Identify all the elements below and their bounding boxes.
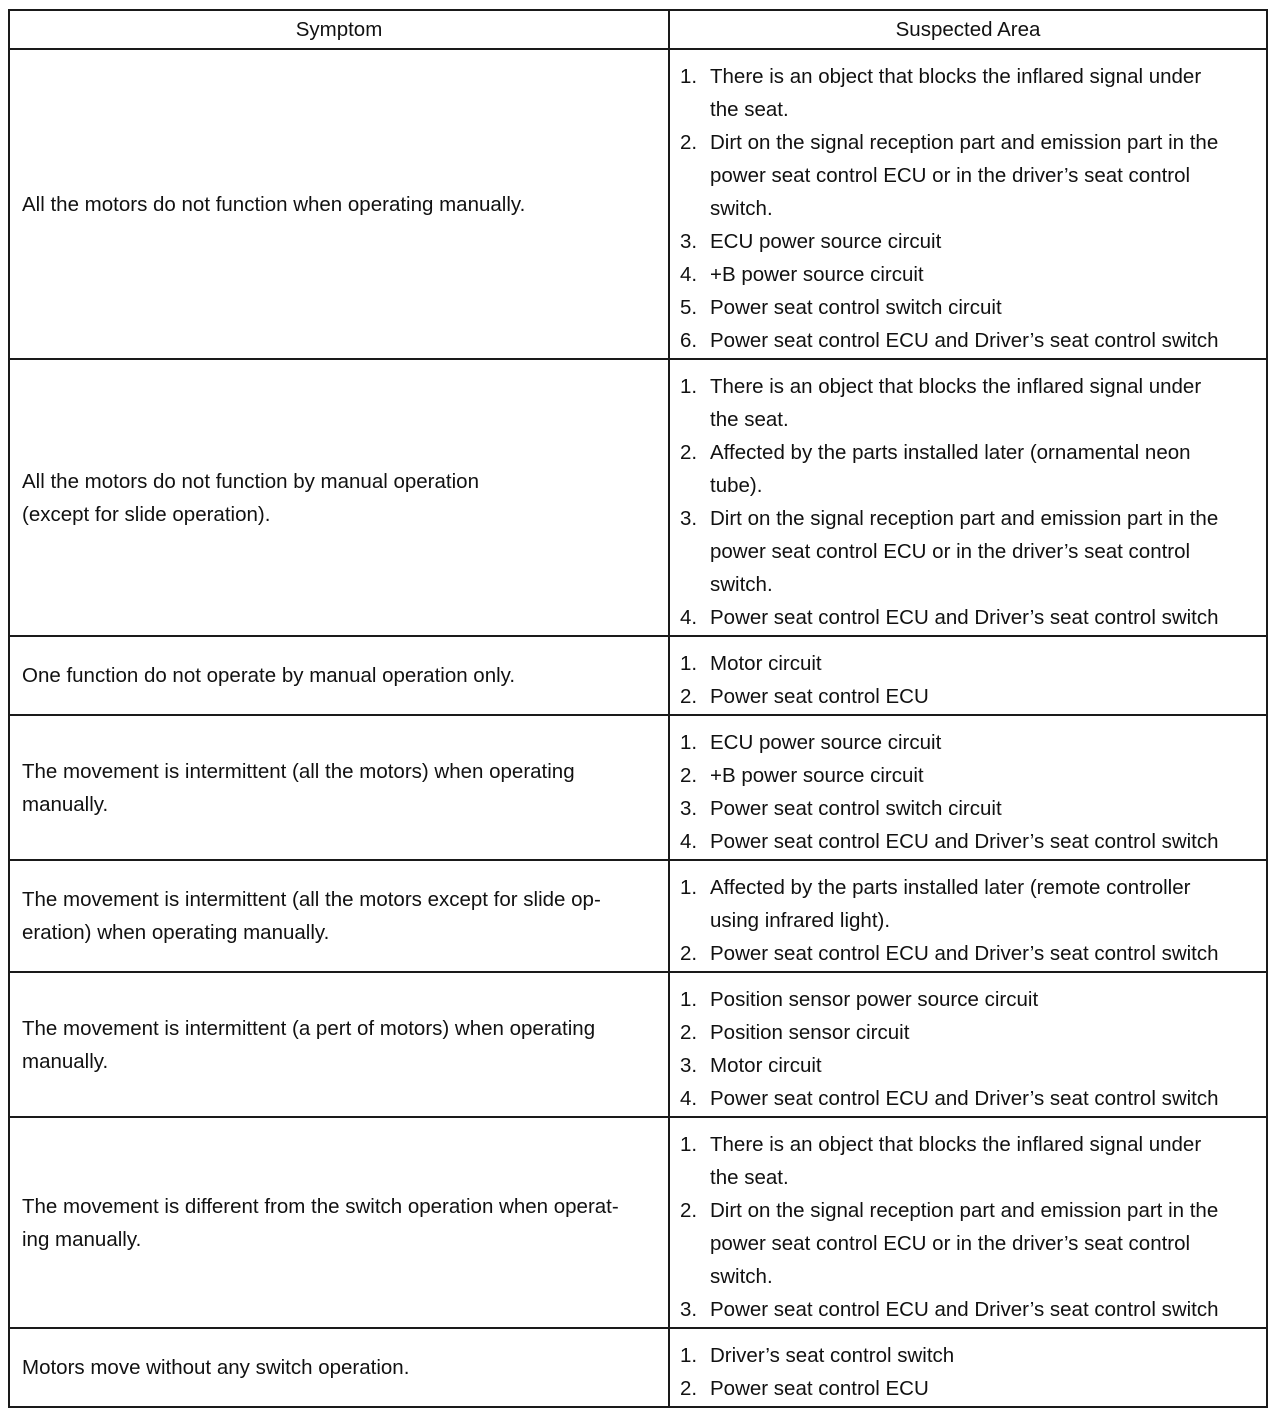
list-item-number: 4. <box>680 830 698 853</box>
list-item-number: 1. <box>680 1344 698 1367</box>
table-row <box>9 359 1267 636</box>
list-item-number: 1. <box>680 876 698 899</box>
list-item-text-line: There is an object that blocks the inflared signal under <box>710 65 1202 88</box>
list-item-text <box>710 1194 1258 1293</box>
symptom-cell <box>9 636 669 715</box>
suspected-area-list <box>680 60 1258 357</box>
table-row <box>9 972 1267 1117</box>
list-item-number: 2. <box>680 685 698 708</box>
symptom-cell <box>9 49 669 359</box>
suspected-area-list <box>680 647 1258 713</box>
list-item-text <box>710 436 1258 502</box>
list-item-text-line: Affected by the parts installed later (ornamental neon <box>710 441 1191 464</box>
symptom-cell <box>9 1328 669 1407</box>
list-item <box>680 937 1258 970</box>
suspected-area-cell <box>669 1117 1267 1328</box>
list-item-number: 4. <box>680 1087 698 1110</box>
table-row <box>9 636 1267 715</box>
list-item-number: 2. <box>680 1021 698 1044</box>
list-item-number: 4. <box>680 606 698 629</box>
list-item <box>680 370 1258 436</box>
suspected-area-list <box>680 726 1258 858</box>
symptom-text-line: manually. <box>22 792 109 816</box>
list-item-text-line: Dirt on the signal reception part and emission part in the <box>710 1199 1219 1222</box>
list-item <box>680 225 1258 258</box>
list-item-text <box>710 1339 1258 1372</box>
list-item-text-line: the seat. <box>710 98 789 121</box>
list-item-text <box>710 324 1258 357</box>
symptom-text-line: (except for slide operation). <box>22 502 271 526</box>
list-item-text <box>710 258 1258 291</box>
symptom-text-line: ing manually. <box>22 1227 142 1251</box>
list-item-text <box>710 291 1258 324</box>
list-item-number: 3. <box>680 1054 698 1077</box>
suspected-area-cell <box>669 49 1267 359</box>
table-row <box>9 1328 1267 1407</box>
list-item <box>680 60 1258 126</box>
list-item-text <box>710 1049 1258 1082</box>
list-item-text-line: switch. <box>710 573 773 596</box>
list-item <box>680 1293 1258 1326</box>
suspected-area-list <box>680 1128 1258 1326</box>
list-item-number: 2. <box>680 764 698 787</box>
list-item-text-line: Power seat control switch circuit <box>710 296 1002 319</box>
symptom-text-line: Motors move without any switch operation. <box>22 1356 410 1379</box>
table-row <box>9 860 1267 972</box>
list-item-text <box>710 726 1258 759</box>
table-row <box>9 1117 1267 1328</box>
list-item-number: 1. <box>680 988 698 1011</box>
list-item-text-line: power seat control ECU or in the driver’s seat control <box>710 1232 1191 1255</box>
symptom-text-line: manually. <box>22 1049 109 1073</box>
list-item-text <box>710 1128 1258 1194</box>
symptom-text-line: All the motors do not function by manual operation <box>22 469 479 493</box>
list-item-text <box>710 647 1258 680</box>
symptom-cell <box>9 972 669 1117</box>
list-item-number: 6. <box>680 329 698 352</box>
list-item-number: 1. <box>680 652 698 675</box>
list-item-text-line: Driver’s seat control switch <box>710 1344 955 1367</box>
list-item-number: 3. <box>680 1298 698 1321</box>
suspected-area-cell <box>669 359 1267 636</box>
list-item <box>680 1049 1258 1082</box>
list-item-text-line: power seat control ECU or in the driver’s seat control <box>710 540 1191 563</box>
list-item <box>680 324 1258 357</box>
list-item-number: 1. <box>680 1133 698 1156</box>
list-item <box>680 1194 1258 1293</box>
symptom-text-line: The movement is intermittent (a pert of motors) when operating <box>22 1016 596 1040</box>
table-row <box>9 49 1267 359</box>
symptom-text-line: The movement is intermittent (all the motors except for slide op- <box>22 888 601 911</box>
symptom-cell <box>9 860 669 972</box>
list-item-text <box>710 370 1258 436</box>
list-item-text-line: Dirt on the signal reception part and emission part in the <box>710 507 1219 530</box>
list-item-text <box>710 680 1258 713</box>
suspected-area-list <box>680 370 1258 634</box>
list-item-text-line: Motor circuit <box>710 1054 822 1077</box>
list-item-number: 2. <box>680 441 698 464</box>
list-item <box>680 680 1258 713</box>
list-item <box>680 726 1258 759</box>
list-item-number: 3. <box>680 507 698 530</box>
list-item-text-line: tube). <box>710 474 763 497</box>
list-item-number: 2. <box>680 131 698 154</box>
list-item-number: 5. <box>680 296 698 319</box>
suspected-area-list <box>680 1339 1258 1405</box>
list-item-text-line: Power seat control ECU <box>710 1377 929 1400</box>
list-item-text <box>710 601 1258 634</box>
table-body <box>9 49 1267 1407</box>
symptom-text-line: All the motors do not function when operating manually. <box>22 192 526 216</box>
list-item <box>680 436 1258 502</box>
list-item-text-line: using infrared light). <box>710 909 891 932</box>
symptom-cell <box>9 1117 669 1328</box>
list-item-number: 2. <box>680 942 698 965</box>
suspected-area-cell <box>669 972 1267 1117</box>
list-item-text-line: There is an object that blocks the inflared signal under <box>710 375 1202 398</box>
list-item-text-line: Dirt on the signal reception part and emission part in the <box>710 131 1219 154</box>
symptom-cell <box>9 359 669 636</box>
list-item-text-line: Power seat control ECU and Driver’s seat control switch <box>710 942 1219 965</box>
list-item-text-line: Position sensor circuit <box>710 1021 910 1044</box>
suspected-area-cell <box>669 860 1267 972</box>
list-item-text <box>710 1082 1258 1115</box>
troubleshooting-table <box>8 9 1268 1408</box>
list-item-number: 1. <box>680 731 698 754</box>
list-item <box>680 792 1258 825</box>
list-item-text-line: Power seat control ECU and Driver’s seat control switch <box>710 606 1219 629</box>
symptom-text-line: eration) when operating manually. <box>22 921 330 944</box>
header-row <box>9 10 1267 49</box>
list-item <box>680 1016 1258 1049</box>
list-item-number: 2. <box>680 1377 698 1400</box>
list-item-text <box>710 871 1258 937</box>
list-item-number: 1. <box>680 375 698 398</box>
list-item-text-line: +B power source circuit <box>710 764 924 787</box>
list-item-text-line: Motor circuit <box>710 652 822 675</box>
symptom-text-line: One function do not operate by manual operation only. <box>22 664 516 687</box>
list-item-text <box>710 60 1258 126</box>
list-item <box>680 1372 1258 1405</box>
document-page <box>8 9 1266 1408</box>
list-item <box>680 759 1258 792</box>
symptom-cell <box>9 715 669 860</box>
list-item-text-line: the seat. <box>710 1166 789 1189</box>
list-item <box>680 258 1258 291</box>
suspected-area-cell <box>669 1328 1267 1407</box>
header-symptom: Symptom <box>9 10 669 49</box>
suspected-area-cell <box>669 715 1267 860</box>
list-item-text <box>710 759 1258 792</box>
suspected-area-list <box>680 871 1258 970</box>
list-item <box>680 825 1258 858</box>
list-item-text <box>710 825 1258 858</box>
header-suspected-area: Suspected Area <box>669 10 1267 49</box>
list-item <box>680 1339 1258 1372</box>
list-item-text-line: Power seat control ECU and Driver’s seat control switch <box>710 329 1219 352</box>
list-item-text <box>710 225 1258 258</box>
list-item <box>680 647 1258 680</box>
list-item-text-line: +B power source circuit <box>710 263 924 286</box>
list-item-text-line: Affected by the parts installed later (remote controller <box>710 876 1191 899</box>
list-item-text-line: switch. <box>710 197 773 220</box>
list-item-text <box>710 502 1258 601</box>
list-item <box>680 983 1258 1016</box>
list-item <box>680 126 1258 225</box>
list-item-text-line: ECU power source circuit <box>710 731 942 754</box>
list-item <box>680 291 1258 324</box>
list-item-text <box>710 792 1258 825</box>
list-item-text-line: Power seat control ECU <box>710 685 929 708</box>
list-item-text <box>710 983 1258 1016</box>
list-item-number: 3. <box>680 230 698 253</box>
table-row <box>9 715 1267 860</box>
list-item-text-line: Power seat control ECU and Driver’s seat control switch <box>710 1087 1219 1110</box>
list-item-number: 4. <box>680 263 698 286</box>
suspected-area-cell <box>669 636 1267 715</box>
list-item-text-line: Power seat control ECU and Driver’s seat control switch <box>710 1298 1219 1321</box>
list-item-text-line: Power seat control ECU and Driver’s seat control switch <box>710 830 1219 853</box>
list-item <box>680 601 1258 634</box>
list-item-text <box>710 1372 1258 1405</box>
list-item-text-line: power seat control ECU or in the driver’s seat control <box>710 164 1191 187</box>
list-item <box>680 871 1258 937</box>
list-item-text <box>710 1293 1258 1326</box>
symptom-text-line: The movement is different from the switch operation when operat- <box>22 1194 619 1218</box>
list-item-number: 3. <box>680 797 698 820</box>
list-item-number: 1. <box>680 65 698 88</box>
symptom-text-line: The movement is intermittent (all the motors) when operating <box>22 759 575 783</box>
list-item-text-line: Position sensor power source circuit <box>710 988 1039 1011</box>
list-item <box>680 1128 1258 1194</box>
list-item-text-line: ECU power source circuit <box>710 230 942 253</box>
list-item-text-line: Power seat control switch circuit <box>710 797 1002 820</box>
list-item-number: 2. <box>680 1199 698 1222</box>
list-item-text-line: the seat. <box>710 408 789 431</box>
suspected-area-list <box>680 983 1258 1115</box>
list-item-text-line: switch. <box>710 1265 773 1288</box>
list-item-text-line: There is an object that blocks the inflared signal under <box>710 1133 1202 1156</box>
list-item-text <box>710 1016 1258 1049</box>
list-item-text <box>710 937 1258 970</box>
list-item <box>680 1082 1258 1115</box>
list-item <box>680 502 1258 601</box>
list-item-text <box>710 126 1258 225</box>
